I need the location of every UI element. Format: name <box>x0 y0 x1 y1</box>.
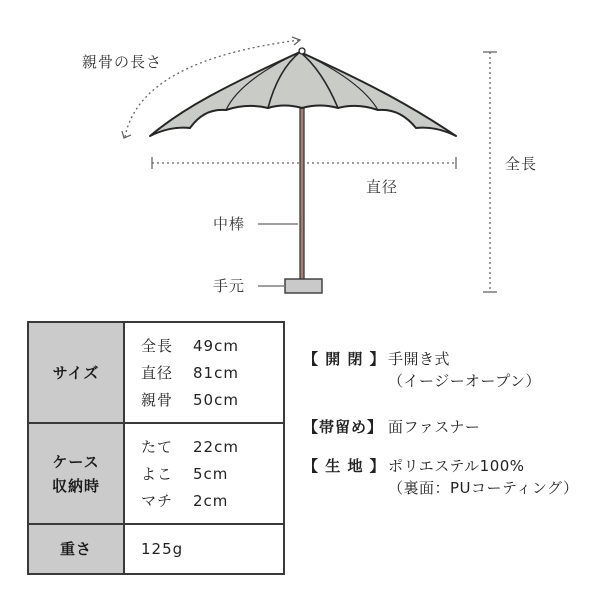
spec-value: 50cm <box>193 390 239 409</box>
spec-key: 直径 <box>141 364 174 382</box>
info-fabric <box>303 455 578 499</box>
info-key: 【 生 地 】 <box>303 457 386 475</box>
spec-row <box>141 359 283 386</box>
spec-row <box>141 433 283 460</box>
spec-section-size <box>28 322 284 423</box>
info-line: 面ファスナー <box>388 418 481 436</box>
info-value <box>388 455 578 499</box>
shaft-label: 中棒 <box>213 215 246 233</box>
handle <box>285 279 322 293</box>
spec-value: 81cm <box>193 363 239 382</box>
spec-section-weight <box>28 524 284 574</box>
spec-row <box>141 536 283 563</box>
spec-key: 親骨 <box>141 391 174 409</box>
spec-key: たて <box>141 438 174 456</box>
spec-value: 125g <box>141 540 184 558</box>
spec-header-line: 収納時 <box>51 476 100 495</box>
spec-values-case <box>124 423 284 524</box>
spec-key: 全長 <box>141 337 174 355</box>
rib-length-label: 親骨の長さ <box>82 53 163 71</box>
info-line: （イージーオープン） <box>388 372 542 390</box>
handle-label: 手元 <box>213 277 246 295</box>
info-strap <box>303 416 480 438</box>
info-key: 【 開 閉 】 <box>303 350 386 368</box>
total-length-label: 全長 <box>505 155 538 173</box>
spec-value: 49cm <box>193 336 239 355</box>
spec-table <box>27 321 285 575</box>
info-opening <box>303 348 541 392</box>
info-value <box>388 416 480 438</box>
diameter-label: 直径 <box>366 178 399 196</box>
spec-row <box>141 386 283 413</box>
info-value <box>388 348 541 392</box>
spec-header-size: サイズ <box>28 322 124 423</box>
spec-header-case <box>28 423 124 524</box>
spec-value: 2cm <box>193 491 229 510</box>
spec-value: 5cm <box>193 464 229 483</box>
info-line: （裏面：PUコーティング） <box>388 479 579 497</box>
spec-key: マチ <box>141 492 174 510</box>
spec-row <box>141 487 283 514</box>
spec-header-line: ケース <box>52 452 100 471</box>
info-key: 【帯留め】 <box>303 418 384 436</box>
spec-key: よこ <box>141 465 174 483</box>
spec-values-size <box>124 322 284 423</box>
spec-section-case <box>28 423 284 524</box>
spec-row <box>141 460 283 487</box>
info-line: ポリエステル100% <box>388 457 525 475</box>
spec-row <box>141 332 283 359</box>
spec-value: 22cm <box>193 437 239 456</box>
spec-header-weight: 重さ <box>28 524 124 574</box>
info-line: 手開き式 <box>388 350 451 368</box>
canopy-tip <box>299 48 305 54</box>
spec-values-weight <box>124 524 284 574</box>
